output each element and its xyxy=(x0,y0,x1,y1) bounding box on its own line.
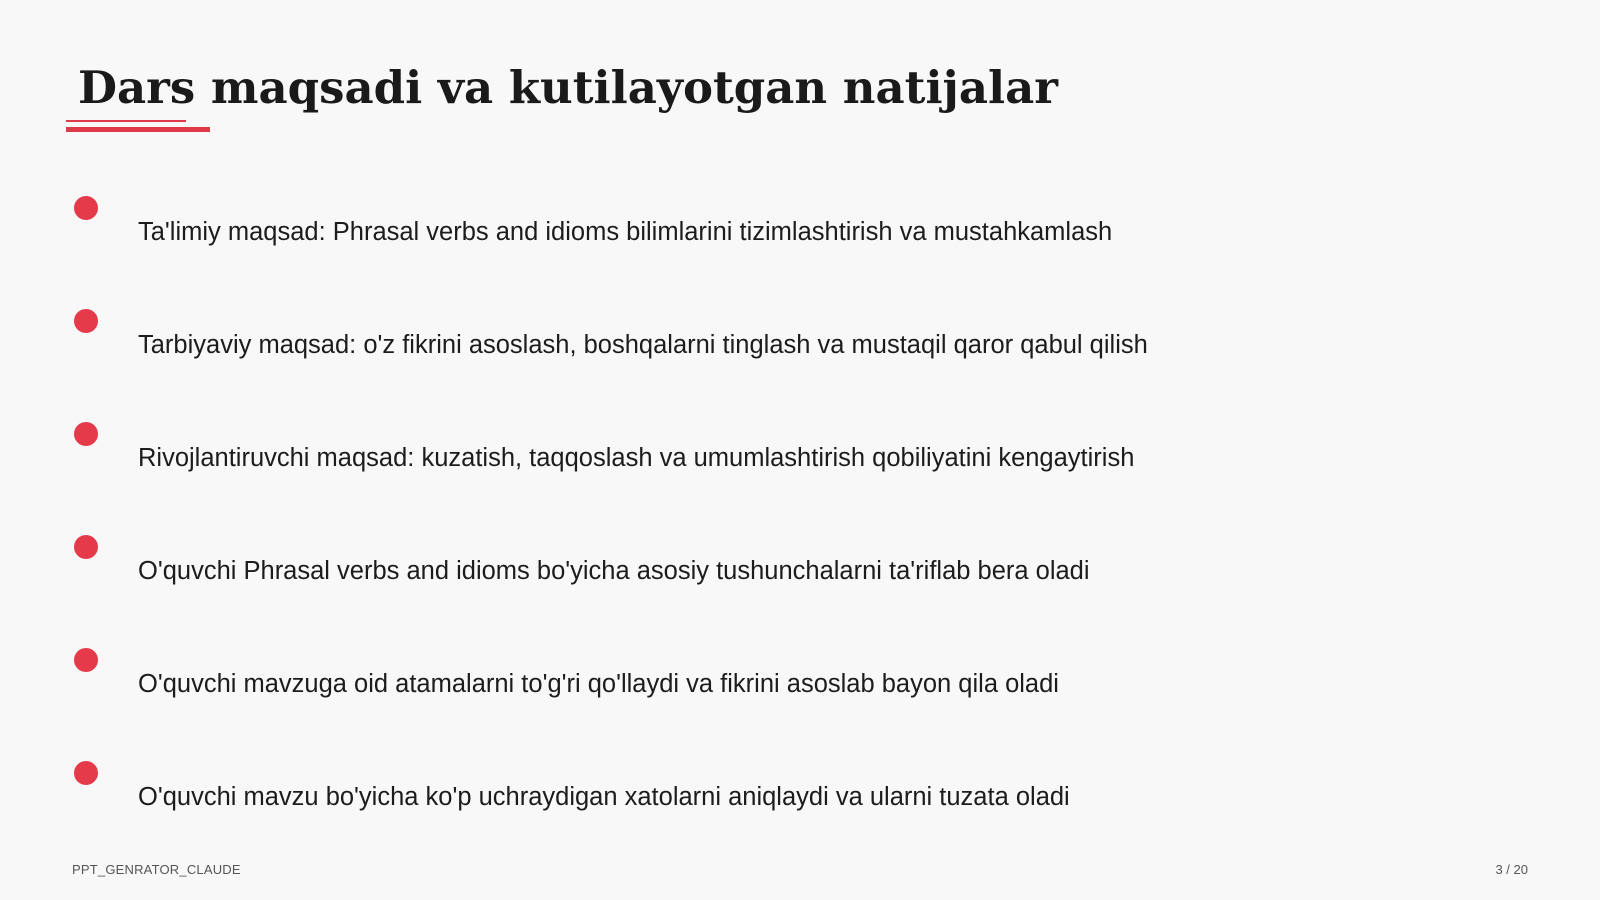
objective-text: O'quvchi Phrasal verbs and idioms bo'yicha asosiy tushunchalarni ta'riflab bera oladi xyxy=(138,557,1090,585)
bullet-dot-icon xyxy=(74,648,98,672)
objective-text: O'quvchi mavzu bo'yicha ko'p uchraydigan xatolarni aniqlaydi va ularni tuzata oladi xyxy=(138,783,1070,811)
objective-text: Rivojlantiruvchi maqsad: kuzatish, taqqoslash va umumlashtirish qobiliyatini kengaytirish xyxy=(138,444,1135,472)
objective-text: Tarbiyaviy maqsad: o'z fikrini asoslash, boshqalarni tinglash va mustaqil qaror qabul qilish xyxy=(138,331,1148,359)
objective-item xyxy=(0,648,1400,728)
bullet-dot-icon xyxy=(74,422,98,446)
objective-item xyxy=(0,761,1400,841)
bullet-dot-icon xyxy=(74,309,98,333)
objective-item xyxy=(0,309,1400,389)
bullet-dot-icon xyxy=(74,196,98,220)
footer-source-label: PPT_GENRATOR_CLAUDE xyxy=(72,862,241,877)
bullet-dot-icon xyxy=(74,535,98,559)
objective-item xyxy=(0,422,1400,502)
bullet-dot-icon xyxy=(74,761,98,785)
objective-item xyxy=(0,196,1400,276)
objective-text: Ta'limiy maqsad: Phrasal verbs and idioms bilimlarini tizimlashtirish va mustahkamlash xyxy=(138,218,1113,246)
objective-text: O'quvchi mavzuga oid atamalarni to'g'ri qo'llaydi va fikrini asoslab bayon qila oladi xyxy=(138,670,1059,698)
objective-item xyxy=(0,535,1400,615)
page-indicator: 3 / 20 xyxy=(1495,862,1528,877)
slide-title: Dars maqsadi va kutilayotgan natijalar xyxy=(78,61,1058,114)
